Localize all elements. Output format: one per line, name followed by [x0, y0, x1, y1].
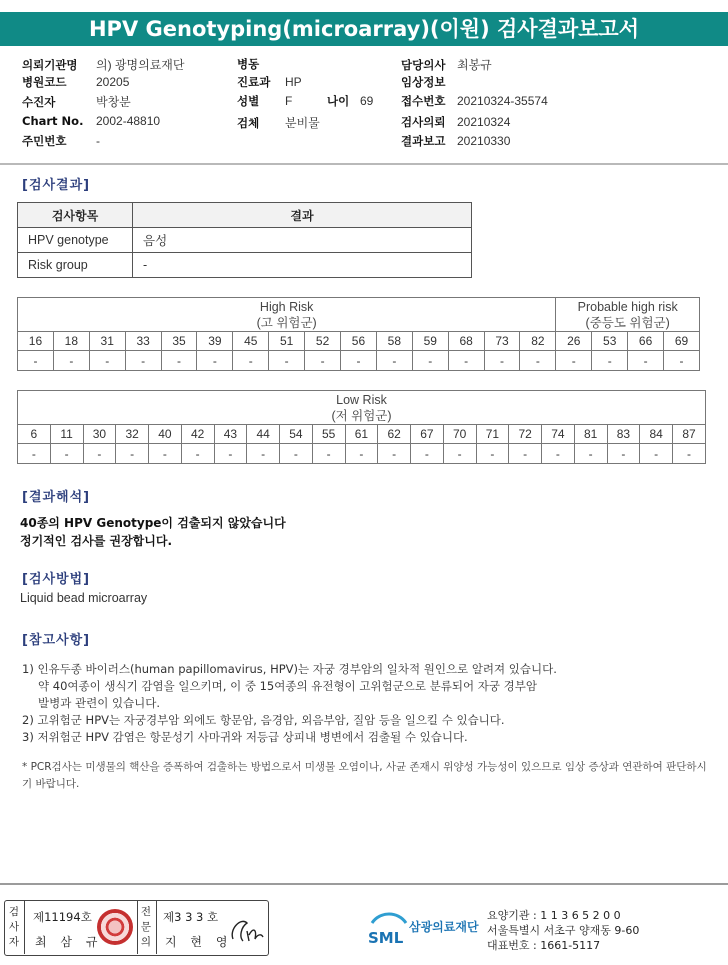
hpv-result-cell: -: [520, 351, 556, 371]
logo-text: SML: [368, 929, 404, 947]
specialist-name: 지 현 영: [165, 935, 233, 949]
hpv-type-cell: 33: [125, 332, 161, 351]
hpv-type-cell: 45: [233, 332, 269, 351]
hpv-type-cell: 26: [556, 332, 592, 351]
info-doctor: 담당의사 최봉규: [401, 58, 492, 72]
info-chart-no: Chart No. 2002-48810: [22, 114, 161, 128]
hpv-result-cell: -: [378, 444, 411, 464]
hpv-result-cell: -: [476, 444, 509, 464]
probable-risk-group: Probable high risk (중등도 위험군): [556, 298, 700, 332]
hpv-type-cell: 83: [607, 425, 640, 444]
section-notes: [참고사항]: [22, 633, 91, 648]
hpv-result-cell: -: [376, 351, 412, 371]
hpv-type-cell: 53: [592, 332, 628, 351]
hpv-result-cell: -: [50, 444, 83, 464]
hpv-type-cell: 81: [574, 425, 607, 444]
hpv-type-cell: 30: [83, 425, 116, 444]
hpv-type-cell: 40: [149, 425, 182, 444]
hpv-type-cell: 16: [18, 332, 54, 351]
hpv-result-cell: -: [509, 444, 542, 464]
info-patient: 수진자 박창분: [22, 95, 131, 109]
hpv-result-cell: -: [411, 444, 444, 464]
info-age: 나이 69: [327, 94, 374, 108]
hpv-type-cell: 55: [312, 425, 345, 444]
hpv-type-cell: 67: [411, 425, 444, 444]
result-header-item: 검사항목: [18, 203, 133, 228]
hpv-type-cell: 54: [280, 425, 313, 444]
report-title: HPV Genotyping(microarray)(이원) 검사결과보고서: [0, 12, 728, 46]
footer-divider: [0, 883, 728, 885]
hpv-type-cell: 59: [412, 332, 448, 351]
hpv-result-cell: -: [197, 351, 233, 371]
hpv-result-cell: -: [89, 351, 125, 371]
divider: [156, 901, 157, 954]
result-item: HPV genotype: [18, 228, 133, 253]
hpv-type-cell: 11: [50, 425, 83, 444]
info-department: 진료과 HP: [237, 75, 302, 89]
hpv-result-cell: -: [556, 351, 592, 371]
signature-box: [4, 900, 269, 956]
hpv-type-cell: 42: [181, 425, 214, 444]
hpv-result-cell: -: [484, 351, 520, 371]
hpv-result-cell: -: [592, 351, 628, 371]
org-name: 삼광의료재단: [409, 920, 479, 934]
org-code: 요양기관 : 1 1 3 6 5 2 0 0: [487, 909, 621, 922]
hpv-type-cell: 73: [484, 332, 520, 351]
hpv-result-cell: -: [233, 351, 269, 371]
hpv-result-cell: -: [607, 444, 640, 464]
info-institution: 의뢰기관명 의) 광명의료재단: [22, 58, 185, 72]
hpv-type-cell: 39: [197, 332, 233, 351]
high-risk-table: [17, 297, 700, 371]
hpv-result-cell: -: [345, 444, 378, 464]
table-row: [18, 253, 472, 278]
hpv-type-cell: 74: [542, 425, 575, 444]
low-risk-group: Low Risk (저 위험군): [18, 391, 706, 425]
hpv-result-cell: -: [640, 444, 673, 464]
info-hospital-code: 병원코드 20205: [22, 75, 130, 89]
hpv-result-cell: -: [312, 444, 345, 464]
hpv-type-cell: 31: [89, 332, 125, 351]
hpv-type-cell: 87: [673, 425, 706, 444]
hpv-result-cell: -: [664, 351, 700, 371]
notes-list: [22, 661, 712, 746]
section-interpretation: [결과해석]: [22, 490, 91, 505]
hpv-type-cell: 51: [269, 332, 305, 351]
hpv-result-cell: -: [83, 444, 116, 464]
info-clinical: 임상정보: [401, 75, 446, 89]
method-text: Liquid bead microarray: [20, 591, 148, 605]
hpv-type-cell: 32: [116, 425, 149, 444]
info-sex: 성별 F: [237, 94, 293, 108]
hpv-type-cell: 6: [18, 425, 51, 444]
hpv-type-cell: 18: [53, 332, 89, 351]
hpv-type-cell: 69: [664, 332, 700, 351]
hpv-result-cell: -: [53, 351, 89, 371]
org-phone: 대표번호 : 1661-5117: [487, 939, 601, 952]
info-report-date: 결과보고 20210330: [401, 134, 511, 148]
note-1-cont: 약 40여종이 생식기 감염을 일으키며, 이 중 15여종의 유전형이 고위험군으로 분류되어 자궁 경부암: [38, 679, 537, 693]
hpv-result-cell: -: [341, 351, 377, 371]
hpv-result-cell: -: [628, 351, 664, 371]
hpv-result-cell: -: [149, 444, 182, 464]
note-1-cont: 발병과 관련이 있습니다.: [38, 696, 161, 710]
divider: [0, 163, 728, 165]
info-receipt-no: 접수번호 20210324-35574: [401, 94, 548, 108]
hpv-type-cell: 61: [345, 425, 378, 444]
hpv-type-cell: 56: [341, 332, 377, 351]
signature-mark: [227, 911, 265, 947]
hpv-result-cell: -: [448, 351, 484, 371]
hpv-result-cell: -: [269, 351, 305, 371]
footnote: * PCR검사는 미생물의 핵산을 증폭하여 검출하는 방법으로서 미생물 오염이나, 사균 존재시 위양성 가능성이 있으므로 임상 증상과 연관하여 판단하시기 바랍니다.: [22, 761, 707, 790]
hpv-result-cell: -: [280, 444, 313, 464]
section-result: [검사결과]: [22, 178, 91, 193]
info-resident-no: 주민번호 -: [22, 134, 100, 148]
hpv-result-cell: -: [18, 351, 54, 371]
note-1: 1) 인유두종 바이러스(human papillomavirus, HPV)는 자궁 경부암의 일차적 원인으로 알려져 있습니다.: [22, 662, 557, 676]
examiner-license: 제11194호: [33, 910, 92, 924]
org-address: 서울특별시 서초구 양재동 9-60: [487, 924, 640, 937]
specialist-license: 제3 3 3 호: [163, 910, 219, 924]
seal-stamp: [97, 909, 133, 945]
hpv-type-cell: 82: [520, 332, 556, 351]
hpv-type-cell: 58: [376, 332, 412, 351]
note-2: 2) 고위험군 HPV는 자궁경부암 외에도 항문암, 음경암, 외음부암, 질암 등을 일으킬 수 있습니다.: [22, 713, 505, 727]
result-table: [17, 202, 472, 278]
specialist-label: 전문의: [140, 906, 152, 948]
hpv-type-cell: 35: [161, 332, 197, 351]
hpv-type-cell: 84: [640, 425, 673, 444]
section-method: [검사방법]: [22, 572, 91, 587]
info-ward: 병동: [237, 57, 260, 71]
org-info: [487, 908, 639, 953]
patient-info: [0, 56, 728, 156]
hpv-result-cell: -: [542, 444, 575, 464]
examiner-name: 최 삼 규: [35, 935, 103, 949]
divider: [137, 901, 138, 954]
result-item: Risk group: [18, 253, 133, 278]
hpv-type-cell: 68: [448, 332, 484, 351]
hpv-result-cell: -: [116, 444, 149, 464]
result-value: 음성: [133, 228, 472, 253]
examiner-label: 검사자: [8, 906, 20, 948]
hpv-type-cell: 71: [476, 425, 509, 444]
hpv-type-cell: 62: [378, 425, 411, 444]
hpv-result-cell: -: [181, 444, 214, 464]
hpv-result-cell: -: [673, 444, 706, 464]
result-header-result: 결과: [133, 203, 472, 228]
divider: [24, 901, 25, 954]
hpv-type-cell: 52: [305, 332, 341, 351]
high-risk-group: High Risk (고 위험군): [18, 298, 556, 332]
hpv-result-cell: -: [247, 444, 280, 464]
hpv-result-cell: -: [574, 444, 607, 464]
sml-logo-icon: [366, 909, 412, 947]
result-value: -: [133, 253, 472, 278]
hpv-result-cell: -: [214, 444, 247, 464]
info-specimen: 검체 분비물: [237, 116, 320, 130]
interpretation-text: 40종의 HPV Genotype이 검출되지 않았습니다 정기적인 검사를 권장합니다.: [20, 516, 286, 548]
hpv-result-cell: -: [125, 351, 161, 371]
hpv-type-cell: 70: [443, 425, 476, 444]
hpv-result-cell: -: [305, 351, 341, 371]
table-row: [18, 228, 472, 253]
hpv-result-cell: -: [18, 444, 51, 464]
hpv-result-cell: -: [412, 351, 448, 371]
hpv-type-cell: 44: [247, 425, 280, 444]
hpv-type-cell: 43: [214, 425, 247, 444]
hpv-type-cell: 66: [628, 332, 664, 351]
note-3: 3) 저위험군 HPV 감염은 항문성기 사마귀와 저등급 상피내 병변에서 검출될 수 있습니다.: [22, 730, 468, 744]
hpv-result-cell: -: [443, 444, 476, 464]
low-risk-table: [17, 390, 706, 464]
hpv-type-cell: 72: [509, 425, 542, 444]
info-request-date: 검사의뢰 20210324: [401, 115, 511, 129]
hpv-result-cell: -: [161, 351, 197, 371]
